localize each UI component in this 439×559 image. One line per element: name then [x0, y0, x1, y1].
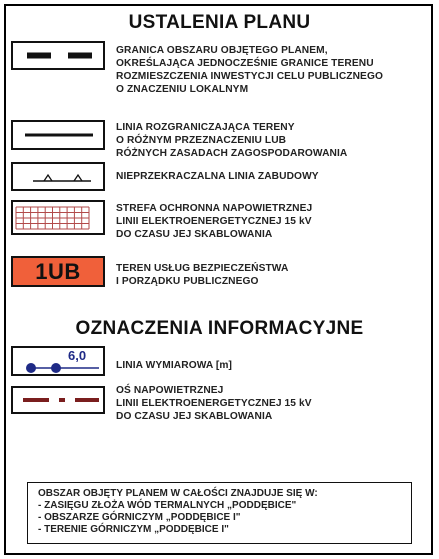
power-line-axis-description — [116, 384, 428, 423]
dimension-line-icon — [13, 348, 103, 374]
note-line-2: - ZASIĘGU ZŁOŻA WÓD TERMALNYCH „PODDĘBICE" — [38, 500, 297, 511]
boundary-dashed-line-icon — [13, 43, 103, 68]
service-area-line-1: TEREN USŁUG BEZPIECZEŃSTWA — [116, 263, 289, 274]
building-line-icon — [13, 164, 103, 189]
dividing-line-3: RÓŻNYCH ZASADACH ZAGOSPODAROWANIA — [116, 148, 348, 159]
dividing-line-2: O RÓŻNYM PRZEZNACZENIU LUB — [116, 135, 287, 146]
building-line-description — [116, 170, 428, 183]
note-box — [27, 482, 412, 544]
boundary-line-3: ROZMIESZCZENIA INWESTYCJI CELU PUBLICZNEGO — [116, 71, 384, 82]
power-line-axis-line-1: OŚ NAPOWIETRZNEJ — [116, 385, 224, 396]
protection-zone-description — [116, 202, 428, 241]
boundary-line-1: GRANICA OBSZARU OBJĘTEGO PLANEM, — [116, 45, 328, 56]
dimension-line-1: LINIA WYMIAROWA [m] — [116, 360, 233, 371]
power-line-axis-symbol — [11, 386, 105, 414]
heading-settlements: USTALENIA PLANU — [128, 12, 311, 33]
protection-zone-line-3: DO CZASU JEJ SKABLOWANIA — [116, 229, 273, 240]
dividing-line-symbol — [11, 120, 105, 150]
building-line-symbol — [11, 162, 105, 191]
dimension-line-symbol — [11, 346, 105, 376]
hatched-zone-icon — [13, 202, 103, 233]
boundary-symbol — [11, 41, 105, 70]
service-area-symbol — [11, 256, 105, 287]
building-line-1: NIEPRZEKRACZALNA LINIA ZABUDOWY — [116, 171, 319, 182]
dividing-line-1: LINIA ROZGRANICZAJĄCA TERENY — [116, 122, 295, 133]
note-line-1: OBSZAR OBJĘTY PLANEM W CAŁOŚCI ZNAJDUJE SIĘ W: — [38, 488, 318, 499]
dimension-line-description — [116, 359, 428, 372]
service-area-description — [116, 262, 428, 288]
service-area-line-2: I PORZĄDKU PUBLICZNEGO — [116, 276, 259, 287]
note-line-4: - TERENIE GÓRNICZYM „PODDĘBICE I" — [38, 524, 229, 535]
heading-informational: OZNACZENIA INFORMACYJNE — [75, 318, 364, 339]
boundary-line-2: OKREŚLAJĄCA JEDNOCZEŚNIE GRANICE TERENU — [116, 58, 374, 69]
service-area-code: 1UB — [35, 258, 81, 284]
protection-zone-line-1: STREFA OCHRONNA NAPOWIETRZNEJ — [116, 203, 313, 214]
note-line-3: - OBSZARZE GÓRNICZYM „PODDĘBICE I" — [38, 512, 241, 523]
protection-zone-symbol — [11, 200, 105, 235]
dividing-line-description — [116, 121, 428, 160]
power-line-axis-line-3: DO CZASU JEJ SKABLOWANIA — [116, 411, 273, 422]
power-line-axis-line-2: LINII ELEKTROENERGETYCZNEJ 15 kV — [116, 398, 312, 409]
dimension-value: 6,0 — [68, 348, 87, 363]
boundary-description — [116, 44, 428, 96]
solid-line-icon — [13, 122, 103, 148]
boundary-line-4: O ZNACZENIU LOKALNYM — [116, 84, 249, 95]
protection-zone-line-2: LINII ELEKTROENERGETYCZNEJ 15 kV — [116, 216, 312, 227]
dash-dot-line-icon — [13, 388, 103, 412]
